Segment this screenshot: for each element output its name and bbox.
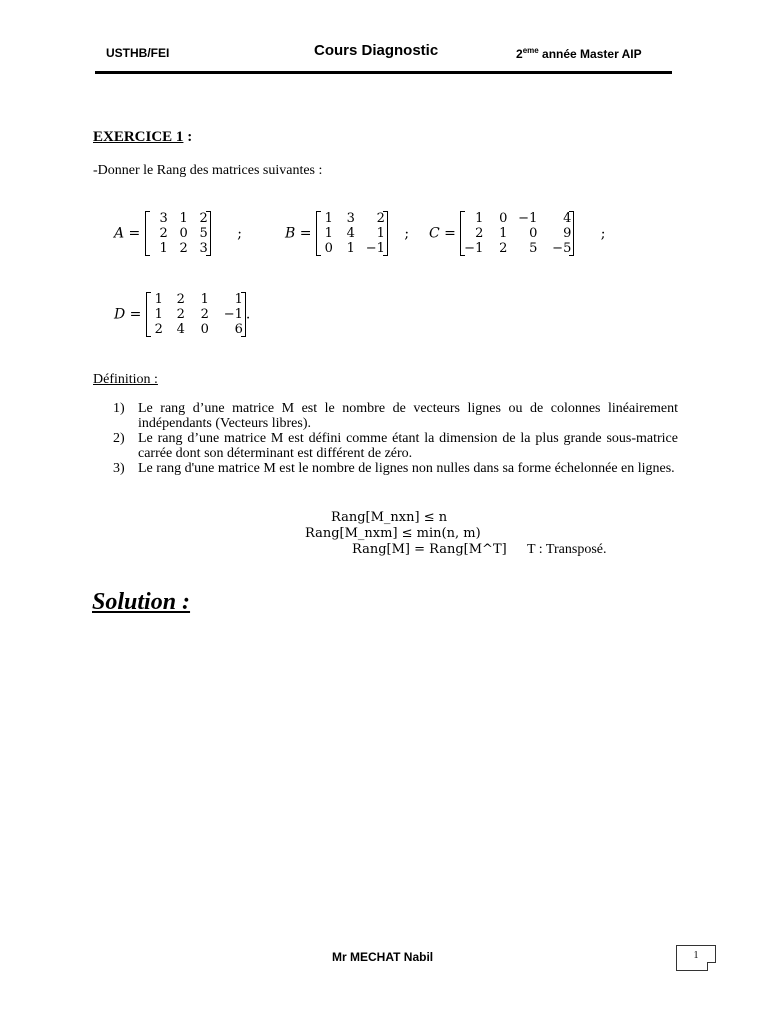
matrix-cell: 2	[176, 292, 185, 307]
matrix-b-equation	[285, 211, 409, 256]
matrix-cell: 1	[324, 226, 333, 241]
matrix-cell: 4	[176, 322, 185, 337]
exercise-intro: -Donner le Rang des matrices suivantes :	[93, 163, 323, 178]
definition-list	[113, 401, 678, 476]
matrix-cell: 1	[376, 226, 385, 241]
header-level-num: 2	[516, 47, 523, 61]
exercise-title-text: EXERCICE 1	[93, 129, 184, 145]
matrix-cell: 3	[159, 211, 168, 226]
matrix-c-equation	[429, 211, 606, 256]
matrix-cell: −5	[552, 241, 572, 256]
footer-author: Mr MECHAT Nabil	[332, 950, 434, 964]
header-level	[516, 46, 642, 61]
solution-heading: Solution :	[92, 589, 191, 615]
definition-item-number: 2)	[113, 431, 125, 446]
matrix-cell: 3	[199, 241, 208, 256]
matrix-b-separator: ;	[399, 225, 410, 242]
matrix-a-equation	[114, 211, 242, 256]
header-course-title: Cours Diagnostic	[314, 42, 439, 59]
formula-rank-rect: Rang[M_nxm] ≤ min(n, m)	[305, 526, 481, 541]
definition-item-text: Le rang d'une matrice M est le nombre de lignes non nulles dans sa forme échelonnée en lignes.	[138, 461, 675, 476]
page-number: 1	[693, 950, 699, 961]
matrix-cell: 2	[499, 241, 508, 256]
matrix-cell: 5	[199, 226, 208, 241]
matrix-d-equation	[114, 292, 250, 337]
matrix-cell: 4	[563, 211, 572, 226]
matrix-cell: 1	[179, 211, 188, 226]
matrix-cell: 2	[154, 322, 163, 337]
transpose-note: T : Transposé.	[527, 542, 607, 557]
matrix-a	[145, 211, 211, 256]
matrix-cell: 0	[529, 226, 538, 241]
matrix-a-label: A =	[114, 225, 145, 242]
matrix-cell: 2	[179, 241, 188, 256]
matrix-cell: 1	[154, 292, 163, 307]
matrix-b-label: B =	[285, 225, 316, 242]
matrix-c-label: C =	[429, 225, 461, 242]
definition-title: Définition :	[93, 372, 158, 387]
matrix-cell: 0	[324, 241, 333, 256]
matrix-cell: 2	[159, 226, 168, 241]
matrix-cell: 6	[234, 322, 243, 337]
matrix-cell: 0	[200, 322, 209, 337]
matrix-cell: 1	[154, 307, 163, 322]
header-rule	[95, 71, 672, 74]
exercise-title	[93, 129, 192, 146]
matrix-cell: 4	[346, 226, 355, 241]
matrix-cell: 1	[234, 292, 243, 307]
matrix-cell: 2	[176, 307, 185, 322]
matrix-a-separator: ;	[232, 225, 242, 242]
matrix-b	[316, 211, 388, 256]
matrix-cell: −1	[223, 307, 243, 322]
matrix-cell: 0	[179, 226, 188, 241]
formula-rank-transpose: Rang[M] = Rang[M^T]	[352, 542, 507, 557]
definition-item	[113, 401, 678, 431]
definition-item-text: Le rang d’une matrice M est le nombre de vecteurs lignes ou de colonnes linéairement indépendants (Vecteurs libres).	[138, 401, 678, 431]
matrix-cell: 2	[200, 307, 209, 322]
header-level-text: année Master AIP	[538, 47, 642, 61]
matrix-cell: 9	[563, 226, 572, 241]
page-number-box	[676, 945, 716, 971]
definition-item	[113, 431, 678, 461]
matrix-d-separator: .	[245, 306, 251, 323]
matrix-cell: 1	[499, 226, 508, 241]
matrix-cell: 2	[199, 211, 208, 226]
matrix-d	[146, 292, 246, 337]
matrix-cell: 3	[346, 211, 355, 226]
exercise-title-colon: :	[183, 129, 193, 145]
header-level-sup: eme	[522, 46, 539, 55]
matrix-cell: 1	[159, 241, 168, 256]
header-institution: USTHB/FEI	[106, 46, 170, 60]
matrix-cell: 1	[324, 211, 333, 226]
matrix-cell: 2	[475, 226, 484, 241]
definition-item	[113, 461, 678, 476]
matrix-cell: −1	[464, 241, 484, 256]
matrix-cell: 1	[475, 211, 484, 226]
formula-rank-square: Rang[M_nxn] ≤ n	[331, 510, 448, 525]
definition-item-number: 1)	[113, 401, 125, 416]
matrix-cell: 1	[200, 292, 209, 307]
matrix-cell: 5	[529, 241, 538, 256]
matrix-c-separator: ;	[596, 225, 606, 242]
matrix-cell: −1	[518, 211, 538, 226]
matrix-c	[460, 211, 574, 256]
matrix-cell: 2	[376, 211, 385, 226]
page-fold-corner	[707, 962, 716, 971]
definition-item-number: 3)	[113, 461, 125, 476]
matrix-cell: 1	[346, 241, 355, 256]
matrix-cell: −1	[365, 241, 385, 256]
definition-item-text: Le rang d’une matrice M est défini comme étant la dimension de la plus grande sous-matrice carrée dont son déterminant est différent de zéro.	[138, 431, 678, 461]
matrix-cell: 0	[499, 211, 508, 226]
matrix-d-label: D =	[114, 306, 146, 323]
